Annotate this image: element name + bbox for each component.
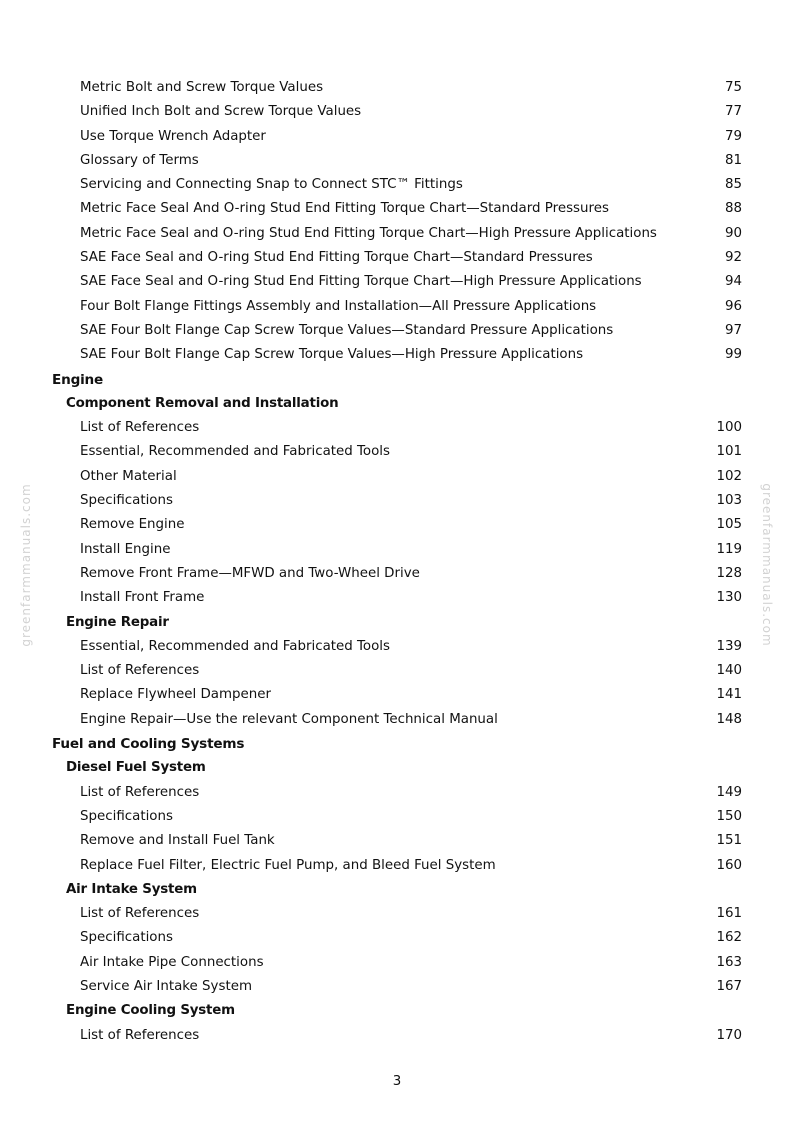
toc-entry[interactable] [0, 562, 794, 586]
toc-entry-title: Metric Face Seal and O-ring Stud End Fitting Torque Chart—High Pressure Applications [80, 225, 657, 241]
toc-entry-page: 150 [716, 808, 742, 824]
toc-entry-title: Service Air Intake System [80, 978, 252, 994]
toc-entry-page: 92 [724, 250, 742, 266]
toc-entry-title: Remove Front Frame—MFWD and Two-Wheel Drive [80, 565, 420, 581]
toc-entry-title: SAE Face Seal and O-ring Stud End Fitting Torque Chart—Standard Pressures [80, 250, 593, 266]
toc-entry-page: 140 [716, 663, 742, 679]
toc-entry-title: Use Torque Wrench Adapter [80, 128, 266, 144]
toc-entry[interactable] [0, 343, 794, 367]
toc-entry[interactable] [0, 465, 794, 489]
toc-entry-page: 77 [724, 104, 742, 120]
toc-entry-page: 96 [724, 298, 742, 314]
toc-entry[interactable] [0, 829, 794, 853]
toc-entry[interactable] [0, 683, 794, 707]
toc-entry-page: 170 [716, 1027, 742, 1043]
toc-entry[interactable] [0, 659, 794, 683]
toc-entry-page: 119 [716, 541, 742, 557]
toc-entry[interactable] [0, 586, 794, 610]
toc-entry[interactable] [0, 416, 794, 440]
toc-entry-title: Install Front Frame [80, 590, 205, 606]
toc-entry-title: Metric Bolt and Screw Torque Values [80, 80, 324, 95]
toc-entry-title: Specifications [80, 930, 173, 946]
toc-entry-page: 141 [716, 687, 742, 703]
toc-entry[interactable] [0, 489, 794, 513]
toc-entry[interactable] [0, 805, 794, 829]
toc-entry-title: List of References [80, 784, 200, 800]
toc-entry-page: 139 [716, 638, 742, 654]
toc-entry-title: Four Bolt Flange Fittings Assembly and Installation—All Pressure Applications [80, 298, 597, 314]
toc-entry-title: SAE Four Bolt Flange Cap Screw Torque Values—Standard Pressure Applications [80, 322, 614, 338]
watermark-right: greenfarmmanuals.com [760, 483, 774, 647]
toc-entry-page: 163 [716, 954, 742, 970]
toc-entry-title: Replace Fuel Filter, Electric Fuel Pump, and Bleed Fuel System [80, 857, 496, 873]
toc-entry[interactable] [0, 149, 794, 173]
toc-entry-title: Remove and Install Fuel Tank [80, 833, 275, 849]
toc-entry-title: Specifications [80, 493, 173, 509]
toc-entry-title: SAE Four Bolt Flange Cap Screw Torque Values—High Pressure Applications [80, 347, 584, 363]
toc-entry-page: 90 [724, 225, 742, 241]
toc-entry-page: 79 [724, 128, 742, 144]
toc-entry-title: List of References [80, 906, 200, 922]
page-number: 3 [392, 1074, 402, 1089]
toc-entry-title: List of References [80, 1027, 200, 1043]
toc-entry-page: 161 [716, 906, 742, 922]
toc-entry-page: 102 [716, 468, 742, 484]
toc-entry[interactable] [0, 197, 794, 221]
toc-entry-title: Diesel Fuel System [66, 760, 206, 776]
toc-entry-page: 151 [716, 833, 742, 849]
toc-entry[interactable] [0, 781, 794, 805]
toc-entry[interactable] [0, 246, 794, 270]
toc-entry-page: 81 [724, 152, 742, 168]
toc-entry-page: 103 [716, 493, 742, 509]
toc-entry[interactable] [0, 951, 794, 975]
toc-entry-title: Glossary of Terms [80, 152, 199, 168]
toc-entry-title: Component Removal and Installation [66, 395, 339, 411]
toc-entry[interactable] [0, 440, 794, 464]
toc-entry-title: SAE Face Seal and O-ring Stud End Fitting Torque Chart—High Pressure Applications [80, 274, 642, 290]
toc-entry-title: Fuel and Cooling Systems [52, 736, 245, 753]
toc-entry-title: Engine [52, 371, 104, 388]
toc-entry-title: Install Engine [80, 541, 171, 557]
toc-entry-page: 162 [716, 930, 742, 946]
toc-entry-title: Remove Engine [80, 517, 185, 533]
toc-entry-page: 149 [716, 784, 742, 800]
toc-entry[interactable] [0, 538, 794, 562]
toc-entry[interactable] [0, 270, 794, 294]
toc-entry-page: 148 [716, 711, 742, 727]
toc-subsection-heading [0, 999, 794, 1023]
toc-entry-page: 97 [724, 322, 742, 338]
toc-entry-page: 94 [724, 274, 742, 290]
toc-entry[interactable] [0, 173, 794, 197]
toc-entry-title: Engine Repair—Use the relevant Component Technical Manual [80, 711, 498, 727]
toc-entry-page: 101 [716, 444, 742, 460]
toc-entry-page: 105 [716, 517, 742, 533]
toc-entry-title: List of References [80, 420, 200, 436]
toc-entry-title: Engine Cooling System [66, 1003, 235, 1019]
toc-entry-page: 100 [716, 420, 742, 436]
toc-entry[interactable] [0, 513, 794, 537]
table-of-contents [0, 76, 794, 1048]
toc-entry[interactable] [0, 295, 794, 319]
toc-section-heading [0, 732, 794, 756]
toc-entry-title: Servicing and Connecting Snap to Connect STC™ Fittings [80, 177, 463, 193]
toc-subsection-heading [0, 878, 794, 902]
toc-entry[interactable] [0, 708, 794, 732]
toc-entry-title: List of References [80, 663, 200, 679]
toc-section-heading [0, 368, 794, 392]
toc-entry-page: 88 [724, 201, 742, 217]
toc-entry-title: Air Intake System [66, 881, 197, 897]
toc-entry[interactable] [0, 222, 794, 246]
toc-entry[interactable] [0, 635, 794, 659]
toc-entry-title: Other Material [80, 468, 177, 484]
toc-entry-page: 75 [724, 80, 742, 95]
toc-entry[interactable] [0, 125, 794, 149]
toc-subsection-heading [0, 756, 794, 780]
toc-entry-title: Air Intake Pipe Connections [80, 954, 264, 970]
toc-entry-page: 160 [716, 857, 742, 873]
toc-entry-page: 130 [716, 590, 742, 606]
toc-entry-page: 128 [716, 565, 742, 581]
toc-entry[interactable] [0, 926, 794, 950]
toc-entry[interactable] [0, 319, 794, 343]
toc-entry-page: 99 [724, 347, 742, 363]
toc-entry-title: Specifications [80, 808, 173, 824]
toc-entry[interactable] [0, 100, 794, 124]
toc-entry-title: Unified Inch Bolt and Screw Torque Values [80, 104, 362, 120]
toc-entry[interactable] [0, 854, 794, 878]
toc-entry-title: Essential, Recommended and Fabricated Tools [80, 444, 391, 460]
toc-entry-title: Metric Face Seal And O-ring Stud End Fitting Torque Chart—Standard Pressures [80, 201, 609, 217]
toc-entry-page: 85 [724, 177, 742, 193]
toc-entry[interactable] [0, 1024, 794, 1048]
toc-entry-title: Essential, Recommended and Fabricated Tools [80, 638, 391, 654]
toc-subsection-heading [0, 611, 794, 635]
toc-entry-title: Replace Flywheel Dampener [80, 687, 271, 703]
toc-entry-title: Engine Repair [66, 614, 169, 630]
toc-entry[interactable] [0, 975, 794, 999]
toc-subsection-heading [0, 392, 794, 416]
toc-entry[interactable] [0, 902, 794, 926]
watermark-left: greenfarmmanuals.com [19, 483, 33, 647]
toc-entry-page: 167 [716, 978, 742, 994]
toc-entry[interactable] [0, 76, 794, 100]
